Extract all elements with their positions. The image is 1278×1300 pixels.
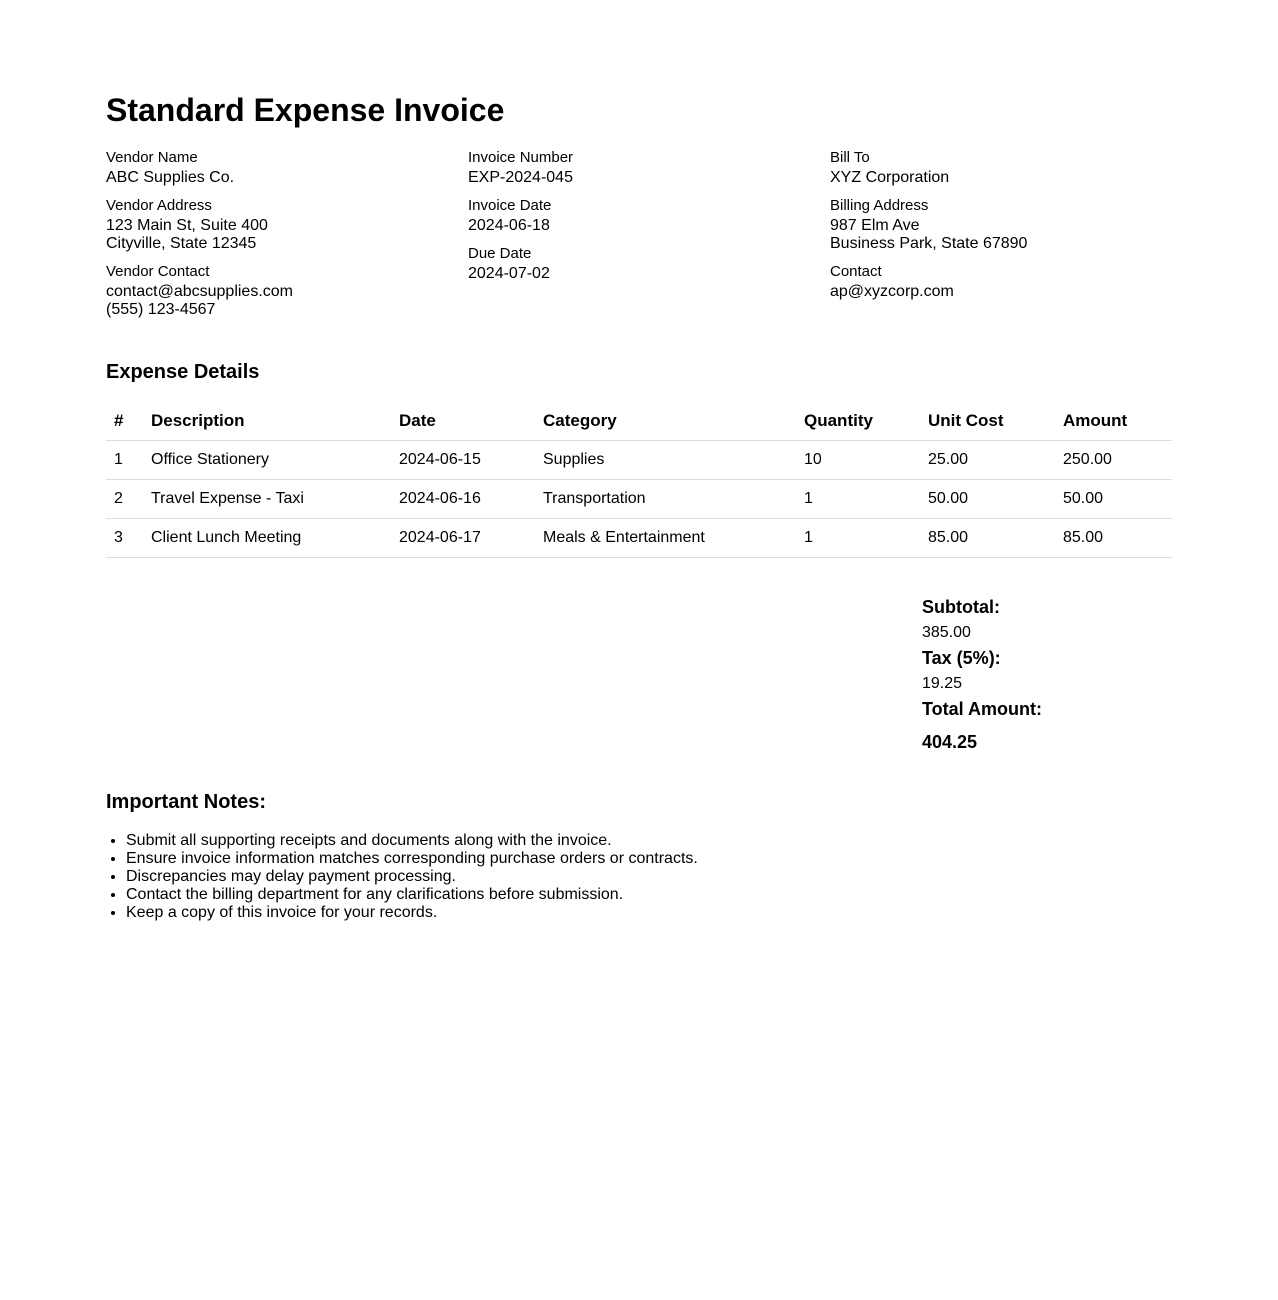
vendor-info — [106, 149, 446, 329]
bill-to-contact: ap@xyzcorp.com — [830, 283, 954, 300]
table-row — [106, 441, 1172, 480]
bill-to-contact-field — [830, 263, 1170, 301]
invoice-number: EXP-2024-045 — [468, 169, 573, 186]
expense-table — [106, 402, 1172, 558]
vendor-contact-email: contact@abcsupplies.com — [106, 283, 293, 300]
billing-address-line1: 987 Elm Ave — [830, 217, 920, 234]
notes-heading: Important Notes: — [106, 791, 266, 813]
table-row — [106, 480, 1172, 519]
table-cell: Meals & Entertainment — [535, 519, 796, 558]
table-cell: 2024-06-17 — [391, 519, 535, 558]
vendor-address-field — [106, 197, 446, 253]
column-header: Unit Cost — [920, 402, 1055, 441]
invoice-number-label: Invoice Number — [468, 149, 574, 166]
list-item: • Submit all supporting receipts and documents along with the invoice. — [126, 832, 1126, 850]
table-cell: 2 — [106, 480, 143, 519]
table-cell: Transportation — [535, 480, 796, 519]
table-cell: 50.00 — [920, 480, 1055, 519]
table-cell: Client Lunch Meeting — [143, 519, 391, 558]
column-header: Category — [535, 402, 796, 441]
due-date: 2024-07-02 — [468, 265, 550, 282]
vendor-address-line1: 123 Main St, Suite 400 — [106, 217, 268, 234]
table-cell: 1 — [106, 441, 143, 480]
column-header: Quantity — [796, 402, 920, 441]
vendor-contact-phone: (555) 123-4567 — [106, 301, 216, 318]
due-date-field — [468, 245, 808, 283]
list-item: • Ensure invoice information matches corresponding purchase orders or contracts. — [126, 850, 1126, 868]
bill-to-name: XYZ Corporation — [830, 169, 950, 186]
billing-address-line2: Business Park, State 67890 — [830, 235, 1028, 252]
invoice-date-field — [468, 197, 808, 235]
table-cell: 85.00 — [1055, 519, 1172, 558]
total-amount-label: Total Amount: — [922, 699, 1042, 719]
table-cell: Office Stationery — [143, 441, 391, 480]
tax-value: 19.25 — [922, 675, 963, 692]
table-cell: 250.00 — [1055, 441, 1172, 480]
table-cell: 10 — [796, 441, 920, 480]
expense-details-heading: Expense Details — [106, 361, 260, 383]
table-cell: 3 — [106, 519, 143, 558]
vendor-address-label: Vendor Address — [106, 197, 212, 214]
total-amount-value: 404.25 — [922, 732, 978, 752]
table-cell: 50.00 — [1055, 480, 1172, 519]
subtotal-value: 385.00 — [922, 624, 971, 641]
table-cell: Supplies — [535, 441, 796, 480]
list-item: • Discrepancies may delay payment processing. — [126, 868, 1126, 886]
invoice-date: 2024-06-18 — [468, 217, 550, 234]
page-title: Standard Expense Invoice — [106, 92, 505, 128]
list-item: • Keep a copy of this invoice for your records. — [126, 904, 1126, 922]
totals-section — [922, 594, 1172, 755]
bill-to-label: Bill To — [830, 149, 870, 166]
subtotal-label: Subtotal: — [922, 597, 1000, 617]
table-header-row — [106, 402, 1172, 441]
vendor-address-line2: Cityville, State 12345 — [106, 235, 257, 252]
column-header: Date — [391, 402, 535, 441]
vendor-contact-label: Vendor Contact — [106, 263, 210, 280]
vendor-contact-field — [106, 263, 446, 319]
column-header: Amount — [1055, 402, 1172, 441]
vendor-name: ABC Supplies Co. — [106, 169, 235, 186]
bill-to-info — [830, 149, 1170, 311]
table-cell: Travel Expense - Taxi — [143, 480, 391, 519]
due-date-label: Due Date — [468, 245, 532, 262]
invoice-details — [468, 149, 808, 293]
billing-address-label: Billing Address — [830, 197, 929, 214]
notes-list — [106, 832, 1126, 922]
vendor-name-field — [106, 149, 446, 187]
table-cell: 25.00 — [920, 441, 1055, 480]
table-cell: 2024-06-15 — [391, 441, 535, 480]
column-header: # — [106, 402, 143, 441]
table-cell: 85.00 — [920, 519, 1055, 558]
bill-to-field — [830, 149, 1170, 187]
bill-to-contact-label: Contact — [830, 263, 882, 280]
column-header: Description — [143, 402, 391, 441]
tax-label: Tax (5%): — [922, 648, 1001, 668]
invoice-date-label: Invoice Date — [468, 197, 552, 214]
table-row — [106, 519, 1172, 558]
invoice-number-field — [468, 149, 808, 187]
table-cell: 2024-06-16 — [391, 480, 535, 519]
table-cell: 1 — [796, 519, 920, 558]
vendor-name-label: Vendor Name — [106, 149, 198, 166]
list-item: • Contact the billing department for any clarifications before submission. — [126, 886, 1126, 904]
table-cell: 1 — [796, 480, 920, 519]
billing-address-field — [830, 197, 1170, 253]
